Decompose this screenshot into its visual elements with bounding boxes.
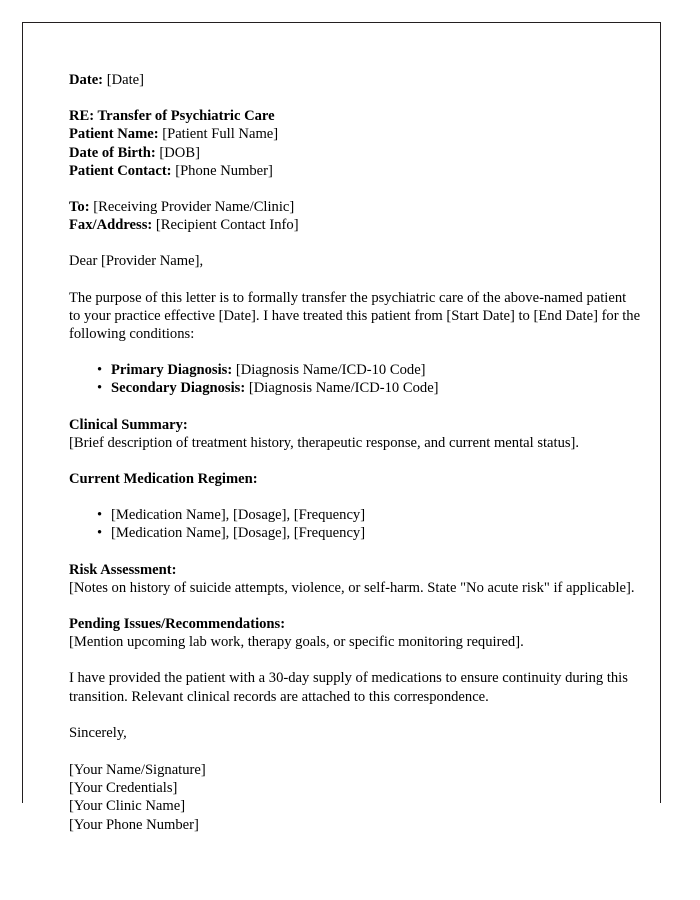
sign-off: Sincerely, xyxy=(69,724,127,741)
date-value: [Date] xyxy=(106,72,144,88)
spacer xyxy=(69,343,641,361)
patient-dob-line xyxy=(69,144,641,162)
date-line xyxy=(69,71,641,89)
bullet-icon: • xyxy=(97,380,103,397)
spacer xyxy=(69,651,641,669)
diagnoses-list xyxy=(69,361,641,397)
medication-section xyxy=(69,470,641,488)
patient-contact-line xyxy=(69,162,641,180)
spacer xyxy=(69,271,641,289)
recipient-fax-line xyxy=(69,216,641,234)
signature-block xyxy=(69,761,641,834)
risk-assessment-body: [Notes on history of suicide attempts, violence, or self-harm. State "No acute risk" if applicable]. xyxy=(69,579,635,596)
recipient-to-label: To: xyxy=(69,199,90,216)
spacer xyxy=(69,398,641,416)
signature-clinic-line: [Your Clinic Name] xyxy=(69,798,186,815)
intro-paragraph: The purpose of this letter is to formally transfer the psychiatric care of the above-named patient to your practice effective [Date]. I have treated this patient from [Start Date] to [End Date] for the following conditions: xyxy=(69,289,641,343)
medication-item-text: [Medication Name], [Dosage], [Frequency] xyxy=(111,525,366,542)
list-item xyxy=(69,524,641,542)
risk-assessment-section xyxy=(69,561,641,597)
clinical-summary-body: [Brief description of treatment history, therapeutic response, and current mental status]. xyxy=(69,434,580,451)
recipient-fax-label: Fax/Address: xyxy=(69,217,153,234)
pending-issues-body: [Mention upcoming lab work, therapy goals, or specific monitoring required]. xyxy=(69,634,524,651)
list-item xyxy=(69,361,641,379)
signature-name-line: [Your Name/Signature] xyxy=(69,762,206,779)
list-item xyxy=(69,506,641,524)
clinical-summary-heading: Clinical Summary: xyxy=(69,416,188,433)
pending-issues-heading: Pending Issues/Recommendations: xyxy=(69,616,286,633)
patient-name-line xyxy=(69,125,641,143)
bullet-icon: • xyxy=(97,525,103,542)
signature-credentials-line: [Your Credentials] xyxy=(69,780,178,797)
secondary-diagnosis-value: [Diagnosis Name/ICD-10 Code] xyxy=(248,380,439,397)
patient-name-label: Patient Name: xyxy=(69,126,159,143)
clinical-summary-section xyxy=(69,416,641,452)
medication-item-text: [Medication Name], [Dosage], [Frequency] xyxy=(111,507,366,524)
pending-issues-section xyxy=(69,615,641,651)
medication-heading: Current Medication Regimen: xyxy=(69,471,258,488)
document-body xyxy=(69,71,641,834)
bullet-icon: • xyxy=(97,362,103,379)
spacer xyxy=(69,452,641,470)
spacer xyxy=(69,488,641,506)
spacer xyxy=(69,597,641,615)
patient-dob-label: Date of Birth: xyxy=(69,144,156,161)
re-line: RE: Transfer of Psychiatric Care xyxy=(69,108,275,125)
spacer xyxy=(69,89,641,107)
medication-list xyxy=(69,506,641,542)
patient-contact-value: [Phone Number] xyxy=(175,162,273,179)
recipient-block xyxy=(69,198,641,234)
document-page-border xyxy=(22,22,661,833)
spacer xyxy=(69,543,641,561)
patient-contact-label: Patient Contact: xyxy=(69,162,172,179)
primary-diagnosis-label: Primary Diagnosis: xyxy=(111,362,233,379)
spacer xyxy=(69,742,641,761)
salutation: Dear [Provider Name], xyxy=(69,253,204,270)
patient-name-value: [Patient Full Name] xyxy=(162,126,279,143)
risk-assessment-heading: Risk Assessment: xyxy=(69,561,177,578)
recipient-to-line xyxy=(69,198,641,216)
spacer xyxy=(69,234,641,252)
patient-dob-value: [DOB] xyxy=(159,144,200,161)
signature-phone-line: [Your Phone Number] xyxy=(69,816,199,833)
date-label: Date: xyxy=(69,72,104,88)
bullet-icon: • xyxy=(97,507,103,524)
recipient-to-value: [Receiving Provider Name/Clinic] xyxy=(93,199,295,216)
spacer xyxy=(69,706,641,724)
secondary-diagnosis-label: Secondary Diagnosis: xyxy=(111,380,246,397)
list-item xyxy=(69,379,641,397)
closing-paragraph: I have provided the patient with a 30-day supply of medications to ensure continuity during this transition. Relevant clinical records are attached to this correspondence. xyxy=(69,670,628,705)
subject-and-patient-block xyxy=(69,107,641,180)
recipient-fax-value: [Recipient Contact Info] xyxy=(155,217,299,234)
primary-diagnosis-value: [Diagnosis Name/ICD-10 Code] xyxy=(235,362,426,379)
spacer xyxy=(69,180,641,198)
